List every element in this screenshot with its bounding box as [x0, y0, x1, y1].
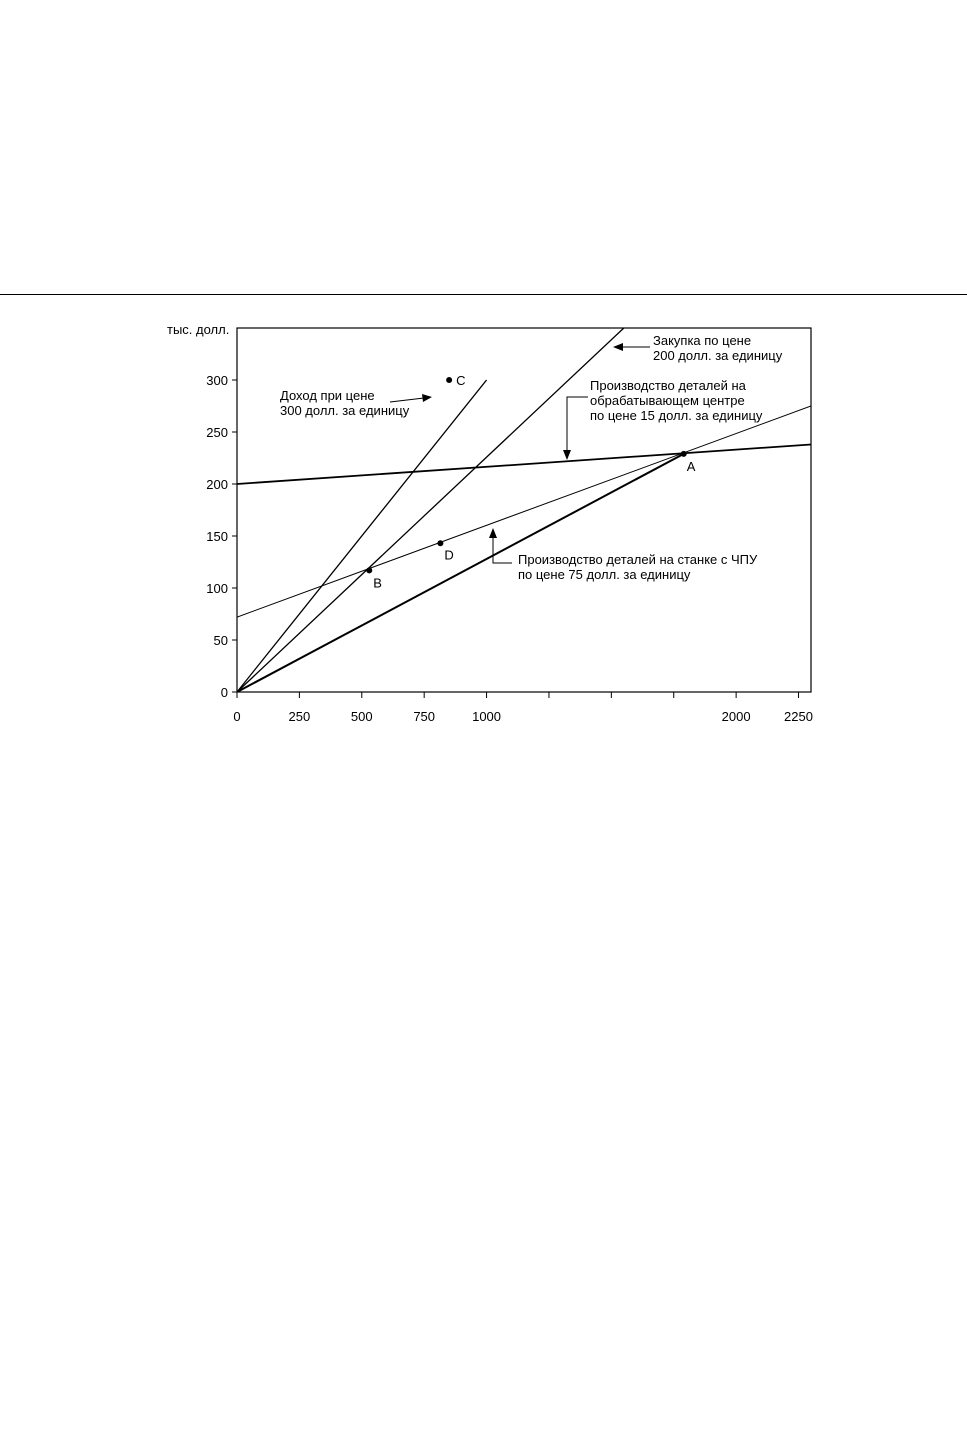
point-d-label: D — [444, 547, 454, 563]
point-b-label: B — [373, 575, 382, 591]
y-tick-label: 250 — [206, 425, 228, 440]
point-c-marker — [446, 377, 452, 383]
series-line-3 — [237, 406, 811, 617]
annotation-purchase-line-0: Закупка по цене — [653, 333, 752, 348]
annotation-machining-center-line-0: Производство деталей на — [590, 378, 746, 393]
point-b-marker — [366, 567, 372, 573]
y-tick-label: 200 — [206, 477, 228, 492]
point-a-marker — [681, 451, 687, 457]
y-tick-label: 150 — [206, 529, 228, 544]
x-tick-label: 2250 — [784, 709, 813, 724]
y-tick-label: 0 — [220, 685, 228, 700]
annotation-cnc-line-0: Производство деталей на станке с ЧПУ — [518, 552, 758, 567]
point-d-marker — [437, 540, 443, 546]
annotation-machining-center-line-2: по цене 15 долл. за единицу — [590, 408, 763, 423]
revenue-arrowhead-icon — [422, 394, 432, 402]
cnc-arrowhead-icon — [489, 528, 497, 538]
annotation-revenue-line-1: 300 долл. за единицу — [280, 403, 410, 418]
point-a-label: A — [686, 458, 696, 474]
x-tick-label: 2000 — [721, 709, 751, 724]
annotation-revenue-line-0: Доход при цене — [280, 388, 375, 403]
x-tick-label: 750 — [413, 709, 436, 724]
y-axis-label: тыс. долл. — [167, 322, 230, 337]
annotation-cnc-line-1: по цене 75 долл. за единицу — [518, 567, 691, 582]
annotation-purchase-line-1: 200 долл. за единицу — [653, 348, 783, 363]
series-line-1 — [237, 328, 624, 692]
machining-arrow-shaft — [567, 397, 588, 451]
y-axis — [206, 373, 237, 700]
x-tick-label: 1000 — [472, 709, 502, 724]
series-line-2 — [237, 444, 811, 484]
series-line-0 — [237, 380, 487, 692]
point-c-label: C — [456, 373, 466, 388]
purchase-arrowhead-icon — [613, 343, 623, 351]
x-axis — [233, 692, 813, 724]
y-tick-label: 300 — [206, 373, 228, 388]
machining-arrowhead-icon — [563, 450, 571, 460]
y-tick-label: 100 — [206, 581, 228, 596]
x-tick-label: 0 — [233, 709, 241, 724]
y-tick-label: 50 — [213, 633, 228, 648]
x-tick-label: 500 — [350, 709, 373, 724]
revenue-arrow-shaft — [390, 398, 424, 402]
annotation-machining-center-line-1: обрабатывающем центре — [590, 393, 745, 408]
x-tick-label: 250 — [288, 709, 311, 724]
